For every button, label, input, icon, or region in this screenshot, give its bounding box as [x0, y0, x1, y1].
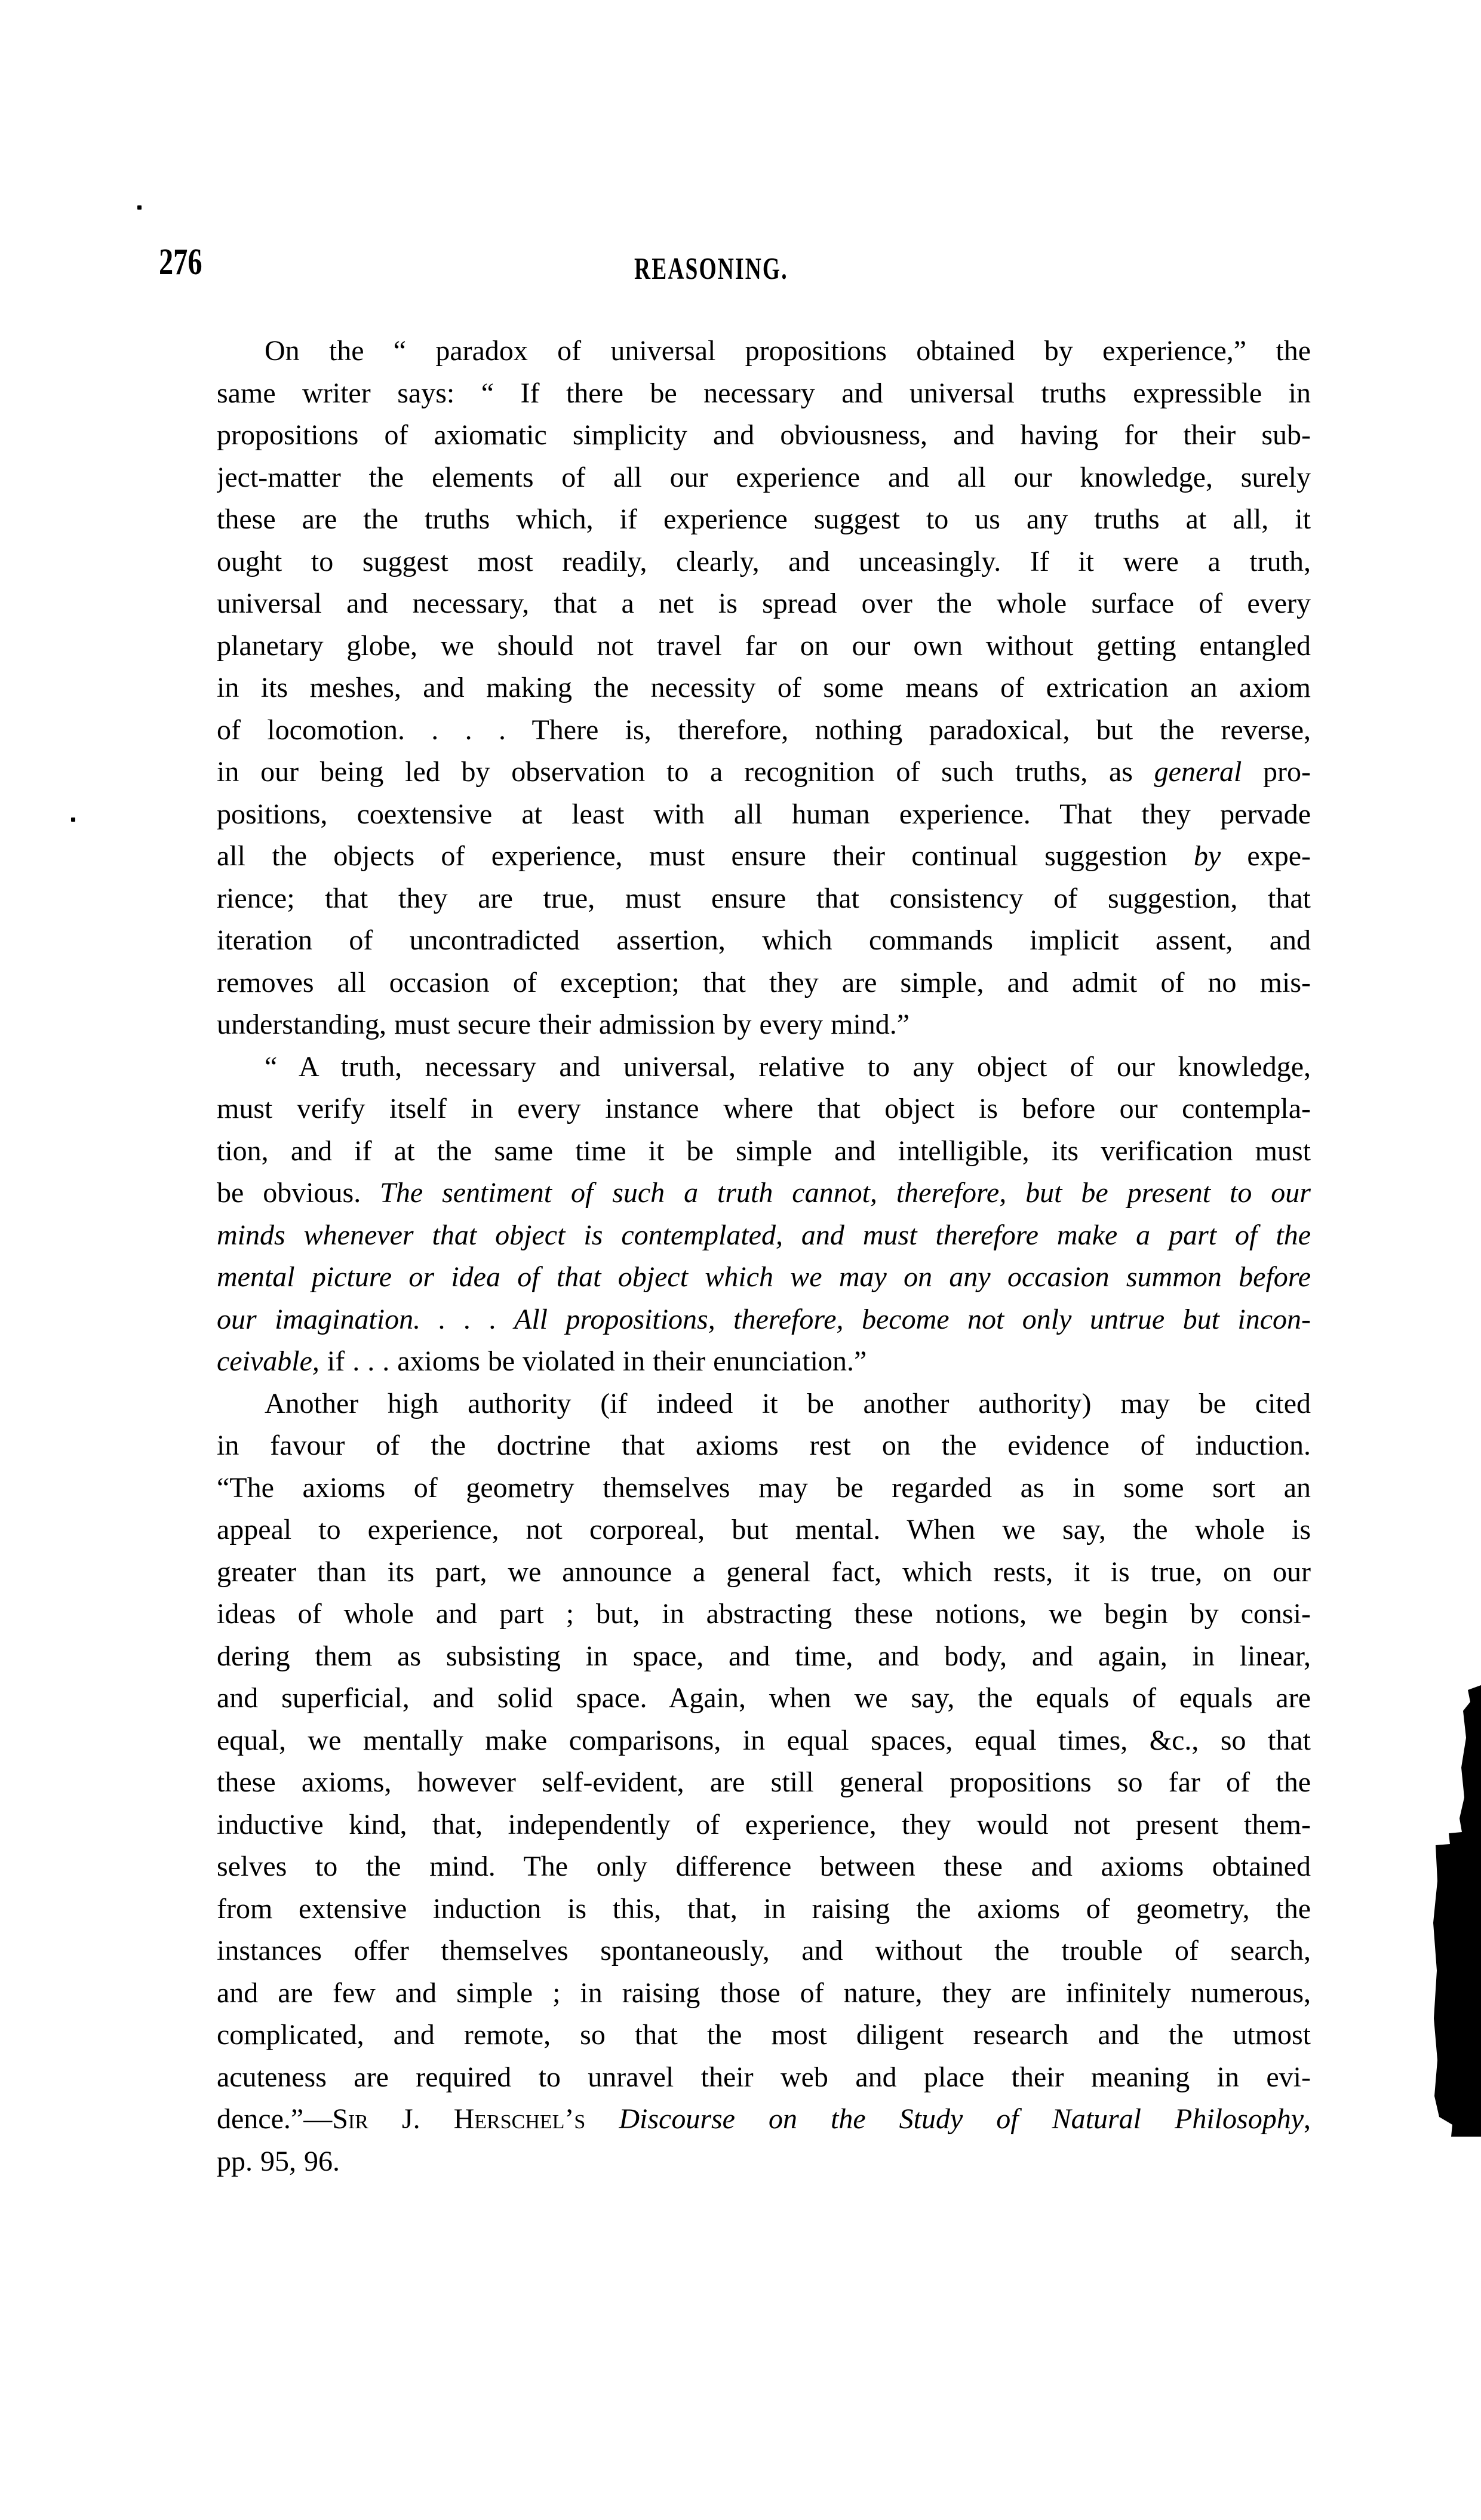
- text-line: [217, 1762, 1311, 1804]
- text-line: [217, 878, 1311, 920]
- text-segment: iteration of uncontradicted assertion, which commands implicit assent, and: [217, 924, 1311, 956]
- text-segment: same writer says: “ If there be necessary and universal truths expressible in: [217, 377, 1311, 409]
- text-line: [217, 541, 1311, 583]
- text-segment: in favour of the doctrine that axioms rest on the evidence of induction.: [217, 1430, 1311, 1461]
- scan-ink-blob: [1430, 1684, 1481, 2139]
- text-line: [217, 962, 1311, 1004]
- text-line: [217, 1888, 1311, 1931]
- text-line: [217, 1004, 1311, 1046]
- text-segment: dence.”—: [217, 2103, 333, 2135]
- text-segment: all the objects of experience, must ensure their continual suggestion: [217, 840, 1194, 872]
- text-line: [217, 1172, 1311, 1215]
- text-line: [217, 1930, 1311, 1972]
- text-segment: must verify itself in every instance where that object is before our contempla-: [217, 1093, 1311, 1124]
- text-segment: of locomotion. . . . There is, therefore, nothing paradoxical, but the reverse,: [217, 714, 1311, 746]
- text-line: [217, 1593, 1311, 1636]
- text-line: [217, 709, 1311, 752]
- text-line: [217, 2098, 1311, 2141]
- text-line: [217, 583, 1311, 625]
- text-line: [217, 1341, 1311, 1383]
- text-segment: if . . . axioms be violated in their enunciation.”: [319, 1345, 867, 1377]
- italic-text: by: [1193, 840, 1221, 872]
- text-line: [217, 1046, 1311, 1089]
- text-segment: and superficial, and solid space. Again, when we say, the equals of equals are: [217, 1682, 1311, 1714]
- text-segment: pp. 95, 96.: [217, 2145, 340, 2177]
- text-line: [217, 414, 1311, 457]
- text-line: [217, 2057, 1311, 2099]
- text-segment: universal and necessary, that a net is spread over the whole surface of every: [217, 588, 1311, 619]
- text-segment: these axioms, however self-evident, are still general propositions so far of the: [217, 1766, 1311, 1798]
- text-segment: from extensive induction is this, that, in raising the axioms of geometry, the: [217, 1892, 1311, 1925]
- text-line: [217, 1467, 1311, 1510]
- smallcaps-text: Sir: [332, 2103, 368, 2135]
- text-segment: planetary globe, we should not travel far on our own without getting entangled: [217, 629, 1311, 662]
- text-segment: instances offer themselves spontaneously, and without the trouble of search,: [217, 1935, 1311, 1966]
- italic-text: our imagination. . . . All propositions, therefore, become not only untrue but incon-: [217, 1303, 1311, 1335]
- text-line: [217, 1636, 1311, 1678]
- text-segment: inductive kind, that, independently of experience, they would not present them-: [217, 1808, 1311, 1840]
- scan-speck: [71, 818, 75, 822]
- text-segment: selves to the mind. The only difference between these and axioms obtained: [217, 1851, 1311, 1882]
- text-line: [217, 499, 1311, 541]
- text-line: [217, 1804, 1311, 1846]
- italic-text: The sentiment of such a truth cannot, therefore, but be present to our: [380, 1177, 1311, 1209]
- italic-text: minds whenever that object is contemplated, and must therefore make a part of the: [217, 1219, 1311, 1251]
- text-segment: dering them as subsisting in space, and time, and body, and again, in linear,: [217, 1640, 1311, 1672]
- text-line: [217, 1130, 1311, 1173]
- text-segment: greater than its part, we announce a general fact, which rests, it is true, on our: [217, 1556, 1311, 1588]
- text-line: [217, 1677, 1311, 1720]
- text-segment: On the “ paradox of universal propositions obtained by experience,” the: [265, 335, 1311, 367]
- text-line: [217, 1299, 1311, 1341]
- text-segment: [585, 2103, 619, 2135]
- text-segment: ideas of whole and part ; but, in abstracting these notions, we begin by consi-: [217, 1598, 1311, 1630]
- text-segment: expe-: [1221, 840, 1311, 872]
- text-segment: “ A truth, necessary and universal, relative to any object of our knowledge,: [265, 1050, 1311, 1083]
- text-segment: propositions of axiomatic simplicity and obviousness, and having for their sub-: [217, 419, 1311, 451]
- text-segment: be obvious.: [217, 1177, 380, 1209]
- text-line: [217, 457, 1311, 499]
- text-line: [217, 373, 1311, 415]
- scan-speck: [137, 205, 142, 210]
- text-line: [217, 794, 1311, 836]
- text-line: [217, 2141, 1311, 2183]
- text-line: [217, 667, 1311, 709]
- text-segment: removes all occasion of exception; that they are simple, and admit of no mis-: [217, 966, 1311, 998]
- italic-text: general: [1154, 756, 1242, 788]
- text-segment: understanding, must secure their admission by every mind.”: [217, 1009, 910, 1040]
- text-line: [217, 1383, 1311, 1425]
- text-segment: rience; that they are true, must ensure that consistency of suggestion, that: [217, 882, 1311, 914]
- text-line: [217, 1215, 1311, 1257]
- text-segment: acuteness are required to unravel their web and place their meaning in evi-: [217, 2061, 1311, 2093]
- text-line: [217, 835, 1311, 878]
- text-segment: in our being led by observation to a recognition of such truths, as: [217, 756, 1154, 788]
- text-line: [217, 330, 1311, 373]
- text-segment: positions, coextensive at least with all human experience. That they pervade: [217, 798, 1311, 830]
- text-segment: “The axioms of geometry themselves may be regarded as in some sort an: [217, 1471, 1311, 1504]
- text-segment: these are the truths which, if experience suggest to us any truths at all, it: [217, 503, 1311, 535]
- text-line: [217, 1088, 1311, 1130]
- text-line: [217, 1720, 1311, 1762]
- running-header: REASONING.: [634, 252, 788, 286]
- italic-text: Discourse on the Study of Natural Philosophy: [619, 2103, 1304, 2135]
- text-segment: pro-: [1242, 756, 1311, 788]
- text-line: [217, 625, 1311, 668]
- text-line: [217, 751, 1311, 794]
- text-segment: Another high authority (if indeed it be another authority) may be cited: [265, 1387, 1311, 1419]
- text-line: [217, 1551, 1311, 1594]
- text-line: [217, 1509, 1311, 1551]
- text-line: [217, 2014, 1311, 2057]
- text-line: [217, 1972, 1311, 2015]
- text-segment: tion, and if at the same time it be simple and intelligible, its verification must: [217, 1135, 1311, 1167]
- text-segment: ject-matter the elements of all our experience and all our knowledge, surely: [217, 461, 1311, 493]
- text-line: [217, 1846, 1311, 1888]
- text-segment: equal, we mentally make comparisons, in equal spaces, equal times, &c., so that: [217, 1724, 1311, 1756]
- text-segment: ought to suggest most readily, clearly, and unceasingly. If it were a truth,: [217, 545, 1311, 577]
- text-segment: and are few and simple ; in raising those of nature, they are infinitely numerous,: [217, 1977, 1311, 2009]
- text-segment: J.: [368, 2103, 454, 2135]
- text-segment: complicated, and remote, so that the most diligent research and the utmost: [217, 2019, 1311, 2051]
- smallcaps-text: Herschel’s: [453, 2103, 586, 2135]
- italic-text: ceivable,: [217, 1345, 319, 1377]
- body-text: [217, 330, 1311, 2183]
- text-segment: ,: [1304, 2103, 1311, 2135]
- page-number: 276: [159, 242, 202, 282]
- italic-text: mental picture or idea of that object which we may on any occasion summon before: [217, 1261, 1311, 1293]
- text-line: [217, 1256, 1311, 1299]
- text-line: [217, 1425, 1311, 1467]
- text-segment: in its meshes, and making the necessity of some means of extrication an axiom: [217, 672, 1311, 703]
- text-line: [217, 920, 1311, 962]
- text-segment: appeal to experience, not corporeal, but mental. When we say, the whole is: [217, 1514, 1311, 1545]
